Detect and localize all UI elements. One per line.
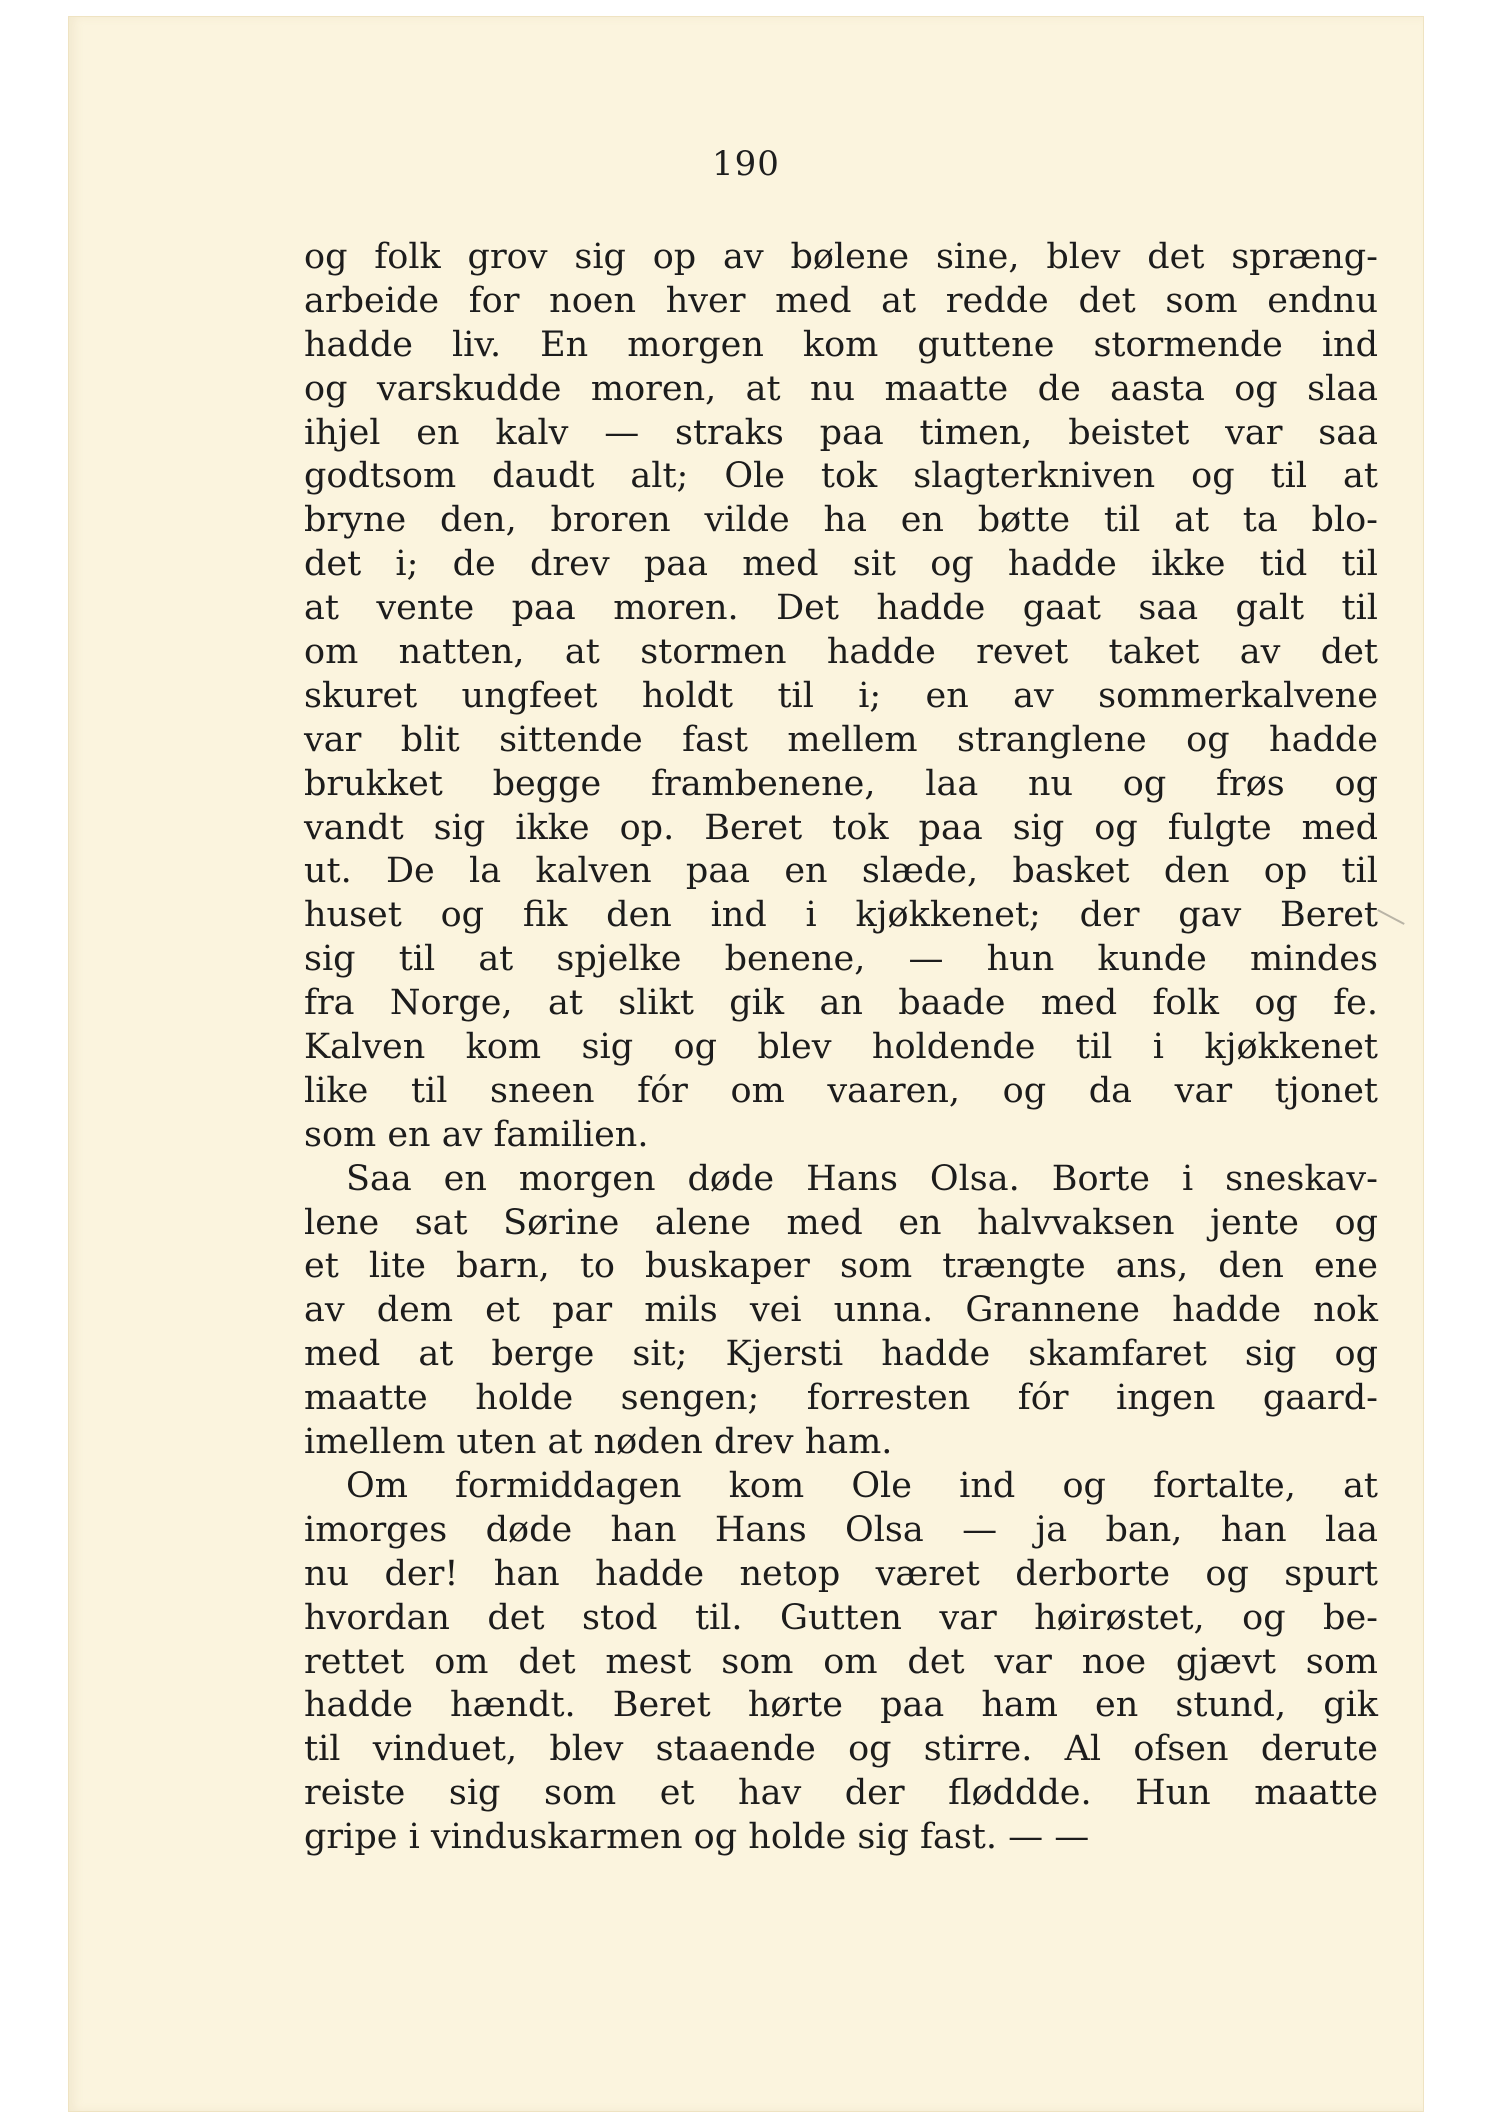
text-line: vandt sig ikke op. Beret tok paa sig og fulgte med: [304, 807, 1378, 848]
text-line: nu der! han hadde netop været derborte og spurt: [304, 1553, 1378, 1594]
text-line: godtsom daudt alt; Ole tok slagterkniven og til at: [304, 456, 1378, 497]
text-line: sig til at spjelke benene, — hun kunde mindes: [304, 939, 1378, 980]
text-line: Om formiddagen kom Ole ind og fortalte, at: [346, 1465, 1378, 1506]
text-line: det i; de drev paa med sit og hadde ikke tid til: [304, 544, 1378, 585]
text-line: og folk grov sig op av bølene sine, blev det spræng-: [304, 237, 1378, 277]
text-line: rettet om det mest som om det var noe gjævt som: [304, 1641, 1378, 1682]
text-line: maatte holde sengen; forresten fór ingen gaard-: [304, 1378, 1378, 1419]
text-line: ihjel en kalv — straks paa timen, beistet var saa: [304, 412, 1378, 453]
text-line: imellem uten at nøden drev ham.: [304, 1422, 893, 1463]
text-line: hadde liv. En morgen kom guttene stormende ind: [304, 324, 1378, 365]
text-line: Kalven kom sig og blev holdende til i kjøkkenet: [304, 1027, 1378, 1068]
text-line: at vente paa moren. Det hadde gaat saa galt til: [304, 588, 1378, 629]
text-line: til vinduet, blev staaende og stirre. Al ofsen derute: [304, 1729, 1378, 1770]
paragraph: [304, 236, 1378, 1158]
text-line: gripe i vinduskarmen og holde sig fast. — —: [304, 1817, 1090, 1858]
text-line: Saa en morgen døde Hans Olsa. Borte i sneskav-: [346, 1158, 1378, 1199]
text-line: fra Norge, at slikt gik an baade med folk og fe.: [304, 983, 1378, 1024]
book-page: [68, 16, 1424, 2112]
text-line: brukket begge frambenene, laa nu og frøs og: [304, 763, 1378, 804]
text-line: om natten, at stormen hadde revet taket av det: [304, 632, 1378, 673]
page-number: 190: [712, 144, 780, 184]
text-line: som en av familien.: [304, 1114, 649, 1155]
text-line: hvordan det stod til. Gutten var høirøstet, og be-: [304, 1597, 1378, 1638]
text-line: arbeide for noen hver med at redde det som endnu: [304, 280, 1378, 321]
text-line: bryne den, broren vilde ha en bøtte til at ta blo-: [304, 500, 1378, 541]
paragraph: [304, 1158, 1378, 1465]
text-line: hadde hændt. Beret hørte paa ham en stund, gik: [304, 1685, 1378, 1726]
page-edge-mark: [1377, 909, 1404, 925]
text-line: av dem et par mils vei unna. Grannene hadde nok: [304, 1290, 1378, 1331]
text-line: huset og fik den ind i kjøkkenet; der gav Beret: [304, 895, 1378, 936]
paragraph: [304, 1465, 1378, 1860]
text-line: med at berge sit; Kjersti hadde skamfaret sig og: [304, 1334, 1378, 1375]
text-line: et lite barn, to buskaper som trængte ans, den ene: [304, 1246, 1378, 1287]
text-line: imorges døde han Hans Olsa — ja ban, han laa: [304, 1509, 1378, 1550]
text-line: reiste sig som et hav der fløddde. Hun maatte: [304, 1773, 1378, 1814]
text-line: lene sat Sørine alene med en halvvaksen jente og: [304, 1202, 1378, 1243]
text-line: ut. De la kalven paa en slæde, basket den op til: [304, 851, 1378, 892]
body-text: [304, 236, 1378, 1860]
text-line: og varskudde moren, at nu maatte de aasta og slaa: [304, 368, 1378, 409]
text-line: skuret ungfeet holdt til i; en av sommerkalvene: [304, 675, 1378, 716]
text-line: var blit sittende fast mellem stranglene og hadde: [304, 719, 1378, 760]
text-line: like til sneen fór om vaaren, og da var tjonet: [304, 1070, 1378, 1111]
